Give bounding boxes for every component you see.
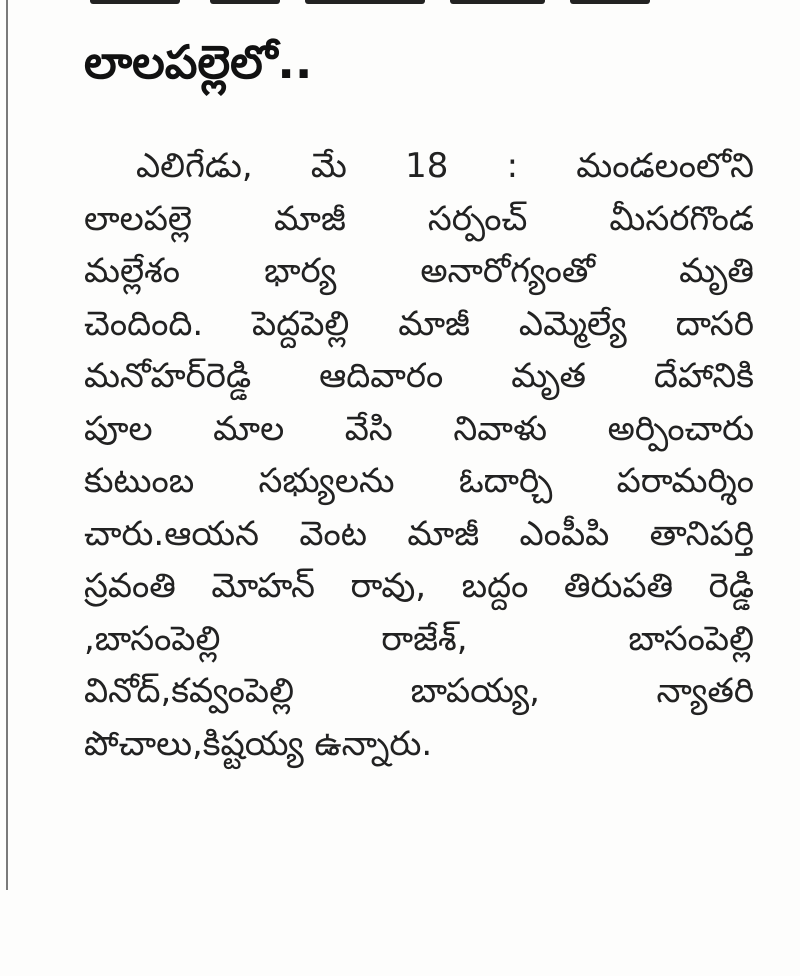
body-line: కుటుంబ సభ్యులను ఓదార్చి పరామర్శిం xyxy=(84,461,754,501)
article-body xyxy=(84,140,754,770)
body-line: చెందింది. పెద్దపెల్లి మాజీ ఎమ్మెల్యే దాసరి xyxy=(84,303,754,344)
body-line: మల్లేశం భార్య అనారోగ్యంతో మృతి xyxy=(84,251,754,291)
body-line: వినోద్,కవ్వంపెల్లి బాపయ్య, న్యాతరి xyxy=(84,671,754,711)
column-divider xyxy=(6,0,8,890)
article-headline: లాలపల్లెలో.. xyxy=(84,35,313,89)
body-line: స్రవంతి మోహన్ రావు, బద్దం తిరుపతి రెడ్డి xyxy=(84,566,754,606)
body-line: ఎలిగేడు, మే 18 : మండలంలోని xyxy=(136,146,754,186)
body-line: లాలపల్లె మాజీ సర్పంచ్ మీసరగొండ xyxy=(84,198,754,239)
body-line: చారు.ఆయన వెంట మాజీ ఎంపీపి తానిపర్తి xyxy=(84,513,754,554)
body-line: పూల మాల వేసి నివాళు అర్పించారు xyxy=(84,408,754,449)
cropped-previous-text xyxy=(90,0,650,6)
body-line: పోచాలు,కిష్టయ్య ఉన్నారు. xyxy=(84,723,433,764)
body-line: ,బాసంపెల్లి రాజేశ్, బాసంపెల్లి xyxy=(84,618,754,659)
body-line: మనోహర్‌రెడ్డి ఆదివారం మృత దేహానికి xyxy=(84,356,754,396)
